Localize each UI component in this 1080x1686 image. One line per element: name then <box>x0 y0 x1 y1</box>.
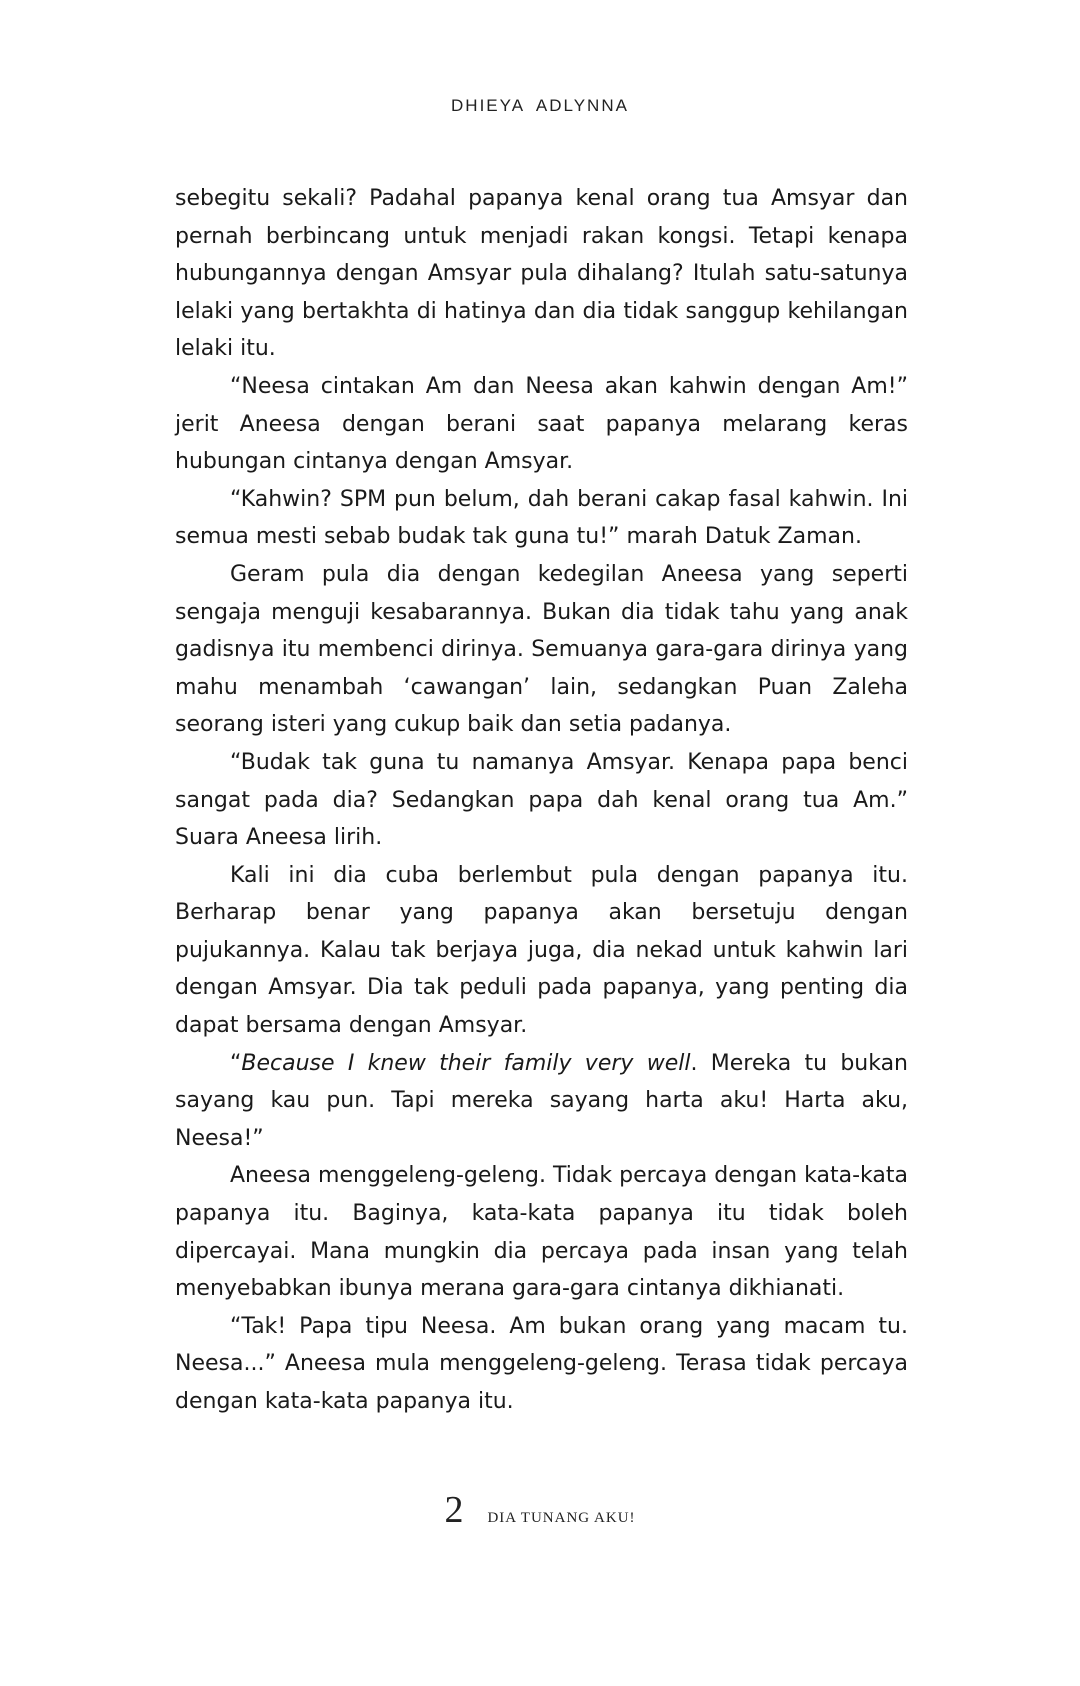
running-foot-title: DIA TUNANG AKU! <box>487 1510 636 1526</box>
page-footer <box>0 1488 1080 1532</box>
running-head-author: DHIEYA ADLYNNA <box>451 96 629 115</box>
paragraph-6: Kali ini dia cuba berlembut pula dengan papanya itu. Berharap benar yang papanya akan bersetuju dengan pujukannya. Kalau tak berjaya juga, dia nekad untuk kahwin lari dengan Amsyar. Dia tak peduli pada papanya, yang penting dia dapat bersama dengan Amsyar. <box>175 862 908 1039</box>
paragraph-7-rest: . Mereka tu bukan sayang kau pun. Tapi mereka sayang harta aku! Harta aku, Neesa!” <box>175 1050 908 1151</box>
paragraph-2: “Neesa cintakan Am dan Neesa akan kahwin dengan Am!” jerit Aneesa dengan berani saat papanya melarang keras hubungan cintanya dengan Amsyar. <box>175 373 908 475</box>
paragraph-3: “Kahwin? SPM pun belum, dah berani cakap fasal kahwin. Ini semua mesti sebab budak tak guna tu!” marah Datuk Zaman. <box>175 486 908 550</box>
paragraph-4: Geram pula dia dengan kedegilan Aneesa yang seperti sengaja menguji kesabarannya. Bukan dia tidak tahu yang anak gadisnya itu membenci dirinya. Semuanya gara-gara dirinya yang mahu menambah ‘cawangan’ lain, sedangkan Puan Zaleha seorang isteri yang cukup baik dan setia padanya. <box>175 561 908 738</box>
paragraph-1: sebegitu sekali? Padahal papanya kenal orang tua Amsyar dan pernah berbincang untuk menjadi rakan kongsi. Tetapi kenapa hubungannya dengan Amsyar pula dihalang? Itulah satu-satunya lelaki yang bertakhta di hatinya dan dia tidak sanggup kehilangan lelaki itu. <box>175 186 908 362</box>
paragraph-9: “Tak! Papa tipu Neesa. Am bukan orang yang macam tu. Neesa...” Aneesa mula menggeleng-geleng. Terasa tidak percaya dengan kata-kata papanya itu. <box>175 1313 908 1414</box>
paragraph-7-italic: Because I knew their family very well <box>241 1050 691 1076</box>
paragraph-5: “Budak tak guna tu namanya Amsyar. Kenapa papa benci sangat pada dia? Sedangkan papa dah kenal orang tua Am.” Suara Aneesa lirih. <box>175 749 908 851</box>
paragraph-7 <box>175 1045 908 1158</box>
paragraph-7-open-quote: “ <box>230 1050 242 1076</box>
body-text <box>175 180 908 1421</box>
paragraph-8: Aneesa menggeleng-geleng. Tidak percaya dengan kata-kata papanya itu. Baginya, kata-kata papanya itu tidak boleh dipercayai. Mana mungkin dia percaya pada insan yang telah menyebabkan ibunya merana gara-gara cintanya dikhianati. <box>175 1163 908 1302</box>
page-number: 2 <box>444 1489 464 1531</box>
